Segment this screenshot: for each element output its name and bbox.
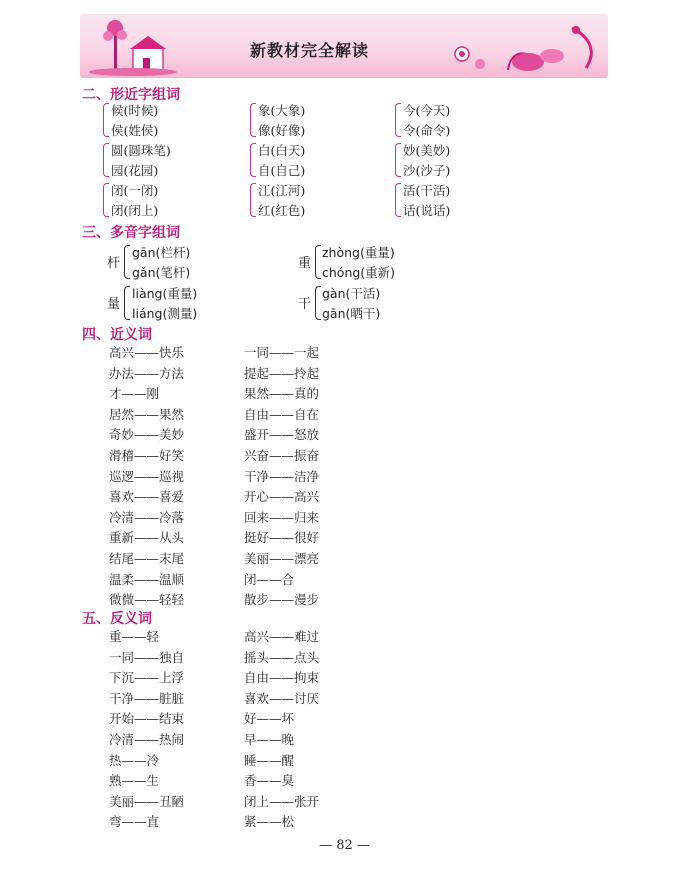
word-pair: 奇妙——美妙: [109, 427, 185, 443]
word-pair: 紧——松: [244, 814, 295, 830]
list-item: 侯(姓侯): [111, 123, 159, 138]
polyphone-char: 杆: [107, 256, 121, 271]
list-item: liàng(重量): [132, 286, 198, 301]
word-pair: 高兴——难过: [244, 629, 320, 644]
section-heading-antonyms: 五、反义词: [82, 611, 152, 627]
word-pair: 弯——直: [109, 814, 160, 830]
word-pair: 下沉——上浮: [109, 670, 185, 686]
flower-illustration: [448, 20, 604, 76]
word-pair: 一同——一起: [244, 345, 320, 360]
polyphone-char: 干: [298, 297, 312, 312]
word-pair: 冷清——冷落: [109, 509, 185, 525]
list-item: 闭(闭上): [111, 203, 159, 218]
word-pair: 重——轻: [109, 629, 160, 644]
word-pair: 开始——结束: [109, 711, 185, 727]
page-number: — 82 —: [319, 838, 370, 853]
list-item: 圆(圆珠笔): [111, 143, 171, 158]
brace-mark: [315, 286, 321, 320]
section-heading-similar-chars: 二、形近字组词: [82, 87, 180, 103]
brace-mark: [124, 286, 130, 320]
list-item: zhòng(重量): [322, 245, 395, 260]
word-pair: 滑稽——好笑: [109, 448, 185, 463]
word-pair: 高兴——快乐: [109, 345, 185, 360]
word-pair: 喜欢——喜爱: [109, 489, 185, 505]
word-pair: 自由——自在: [244, 406, 320, 422]
brace-mark: [250, 183, 256, 217]
brace-mark: [103, 143, 109, 177]
header-title: 新教材完全解读: [250, 41, 370, 60]
list-item: chóng(重新): [322, 265, 396, 280]
list-item: gān(栏杆): [132, 245, 191, 260]
list-item: liáng(测量): [132, 306, 198, 321]
list-item: 妙(美妙): [403, 143, 451, 158]
word-pair: 才——刚: [109, 386, 160, 402]
list-item: gān(晒干): [322, 306, 381, 321]
word-pair: 结尾——末尾: [109, 551, 185, 566]
brace-mark: [250, 103, 256, 137]
brace-mark: [395, 183, 401, 217]
word-pair: 闭上——张开: [244, 793, 320, 809]
word-pair: 喜欢——讨厌: [244, 690, 320, 706]
list-item: gàn(干活): [322, 286, 381, 301]
brace-mark: [250, 143, 256, 177]
list-item: 候(时候): [111, 103, 159, 118]
word-pair: 散步——漫步: [244, 592, 320, 608]
word-pair: 果然——真的: [244, 386, 320, 402]
brace-mark: [103, 103, 109, 137]
word-pair: 盛开——怒放: [244, 427, 320, 443]
word-pair: 睡——醒: [244, 752, 295, 768]
word-pair: 挺好——很好: [244, 530, 320, 546]
word-pair: 热——冷: [109, 752, 160, 768]
section-heading-polyphones: 三、多音字组词: [82, 225, 180, 241]
tree-house-illustration: [88, 18, 178, 76]
brace-mark: [395, 143, 401, 177]
list-item: gǎn(笔杆): [132, 265, 191, 280]
list-item: 沙(沙子): [403, 163, 451, 178]
word-pair: 提起——拎起: [244, 365, 320, 381]
list-item: 像(好像): [258, 123, 306, 138]
word-pair: 好——坏: [244, 711, 295, 727]
word-pair: 美丽——丑陋: [109, 793, 185, 809]
word-pair: 居然——果然: [109, 406, 185, 422]
word-pair: 香——臭: [244, 773, 295, 789]
list-item: 令(命令): [403, 123, 451, 138]
list-item: 话(说话): [403, 203, 451, 218]
list-item: 象(大象): [258, 103, 306, 118]
word-pair: 美丽——漂亮: [244, 551, 320, 566]
word-pair: 干净——洁净: [244, 468, 320, 484]
word-pair: 干净——脏脏: [109, 690, 185, 706]
list-item: 自(自己): [258, 163, 306, 178]
word-pair: 熟——生: [109, 773, 160, 789]
list-item: 江(江河): [258, 183, 306, 198]
list-item: 白(白天): [258, 143, 306, 158]
list-item: 园(花园): [111, 163, 159, 178]
word-pair: 自由——拘束: [244, 670, 320, 686]
word-pair: 摇头——点头: [244, 649, 320, 665]
word-pair: 早——晚: [244, 732, 295, 747]
polyphone-char: 重: [298, 256, 312, 271]
word-pair: 重新——从头: [109, 530, 185, 546]
word-pair: 微微——轻轻: [109, 592, 185, 608]
brace-mark: [315, 245, 321, 279]
word-pair: 兴奋——振奋: [244, 448, 320, 463]
section-heading-synonyms: 四、近义词: [82, 327, 152, 343]
polyphone-char: 量: [107, 297, 121, 312]
list-item: 活(干活): [403, 183, 451, 198]
list-item: 今(今天): [403, 103, 451, 118]
brace-mark: [124, 245, 130, 279]
word-pair: 开心——高兴: [244, 489, 320, 505]
list-item: 闭(一闭): [111, 183, 159, 198]
word-pair: 回来——归来: [244, 509, 320, 525]
list-item: 红(红色): [258, 203, 306, 218]
brace-mark: [395, 103, 401, 137]
word-pair: 冷清——热闹: [109, 732, 185, 747]
word-pair: 闭——合: [244, 571, 295, 587]
word-pair: 巡逻——巡视: [109, 468, 185, 484]
word-pair: 一同——独自: [109, 649, 185, 665]
brace-mark: [103, 183, 109, 217]
word-pair: 温柔——温顺: [109, 571, 185, 587]
word-pair: 办法——方法: [109, 365, 185, 381]
